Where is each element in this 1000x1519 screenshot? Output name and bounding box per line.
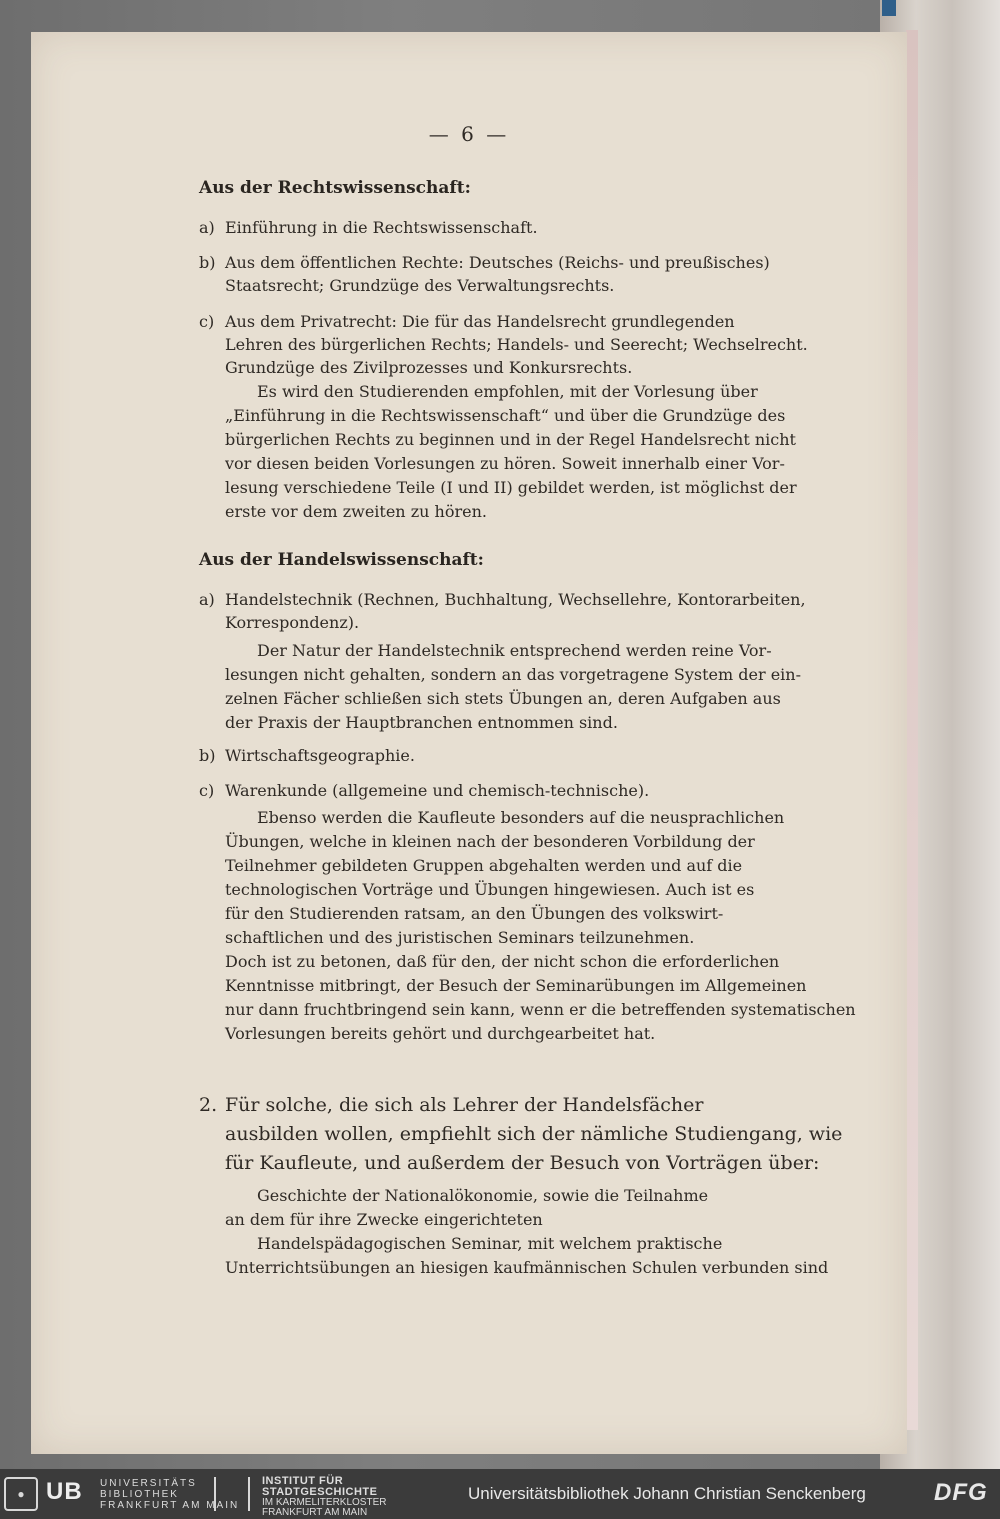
document-page [31,32,907,1454]
commerce-a-paragraph-line: lesungen nicht gehalten, sondern an das vorgetragene System der ein- [225,665,801,684]
teacher-sub-line: Handelspädagogischen Seminar, mit welchem praktische [257,1234,723,1253]
item-text: Wirtschaftsgeographie. [225,746,415,765]
item-label: a) [199,590,215,609]
teacher-item-cont: für Kaufleute, und außerdem der Besuch von Vorträgen über: [225,1152,820,1174]
commerce-c-paragraph-line: Ebenso werden die Kaufleute besonders auf die neusprachlichen [257,808,785,827]
commerce-c-paragraph-line: Doch ist zu betonen, daß für den, der nicht schon die erforderlichen [225,952,780,971]
law-item-b-cont: Staatsrecht; Grundzüge des Verwaltungsrechts. [225,276,615,295]
section-heading-commerce: Aus der Handelswissenschaft: [199,550,484,570]
law-item-c-cont: Lehren des bürgerlichen Rechts; Handels- und Seerecht; Wechselrecht. [225,335,808,354]
isg-logo-line: STADTGESCHICHTE [262,1486,378,1498]
commerce-item-b [199,746,415,765]
dfg-logo[interactable]: DFG [934,1479,988,1506]
isg-logo-line: INSTITUT FÜR [262,1475,344,1487]
ub-logo-line: FRANKFURT AM MAIN [100,1500,240,1511]
commerce-item-c [199,781,649,800]
item-text: Warenkunde (allgemeine und chemisch-technische). [225,781,650,800]
section-heading-law: Aus der Rechtswissenschaft: [199,178,471,198]
commerce-item-a-cont: Korrespondenz). [225,613,360,632]
commerce-c-paragraph-line: Übungen, welche in kleinen nach der besonderen Vorbildung der [225,832,755,851]
law-paragraph-line: vor diesen beiden Vorlesungen zu hören. Soweit innerhalb einer Vor- [225,454,785,473]
spine-page-edge [906,30,918,1430]
law-paragraph-line: lesung verschiedene Teile (I und II) gebildet werden, ist möglichst der [225,478,797,497]
teacher-sub-line: Geschichte der Nationalökonomie, sowie die Teilnahme [257,1186,709,1205]
commerce-c-paragraph-line: schaftlichen und des juristischen Seminars teilzunehmen. [225,928,695,947]
item-label: a) [199,218,215,237]
teacher-sub-line: Unterrichtsübungen an hiesigen kaufmännischen Schulen verbunden sind [225,1258,829,1277]
commerce-a-paragraph-line: der Praxis der Hauptbranchen entnommen sind. [225,713,618,732]
commerce-a-paragraph-line: Der Natur der Handelstechnik entsprechend werden reine Vor- [257,641,772,660]
item-label: b) [199,746,216,765]
commerce-c-paragraph-line: Teilnehmer gebildeten Gruppen abgehalten werden und auf die [225,856,743,875]
teacher-item-cont: ausbilden wollen, empfiehlt sich der nämliche Studiengang, wie [225,1123,843,1145]
commerce-c-paragraph-line: nur dann fruchtbringend sein kann, wenn er die betreffenden systematischen [225,1000,856,1019]
commerce-c-paragraph-line: technologischen Vorträge und Übungen hingewiesen. Auch ist es [225,880,755,899]
footer-bar [0,1469,1000,1519]
item-label: c) [199,312,215,331]
teacher-item [199,1094,703,1116]
commerce-c-paragraph-line: für den Studierenden ratsam, an den Übungen des volkswirt- [225,904,724,923]
law-item-b [199,253,770,272]
item-text: Einführung in die Rechtswissenschaft. [225,218,538,237]
ub-logo-line: UNIVERSITÄTS [100,1478,197,1489]
item-text: Aus dem öffentlichen Rechte: Deutsches (Reichs- und preußisches) [225,253,770,272]
teacher-sub-line: an dem für ihre Zwecke eingerichteten [225,1210,543,1229]
item-text: Handelstechnik (Rechnen, Buchhaltung, Wechsellehre, Kontorarbeiten, [225,590,806,609]
ub-seal-icon: ● [4,1477,38,1511]
commerce-c-paragraph-line: Vorlesungen bereits gehört und durchgearbeitet hat. [225,1024,656,1043]
commerce-a-paragraph-line: zelnen Fächer schließen sich stets Übungen an, deren Aufgaben aus [225,689,781,708]
spine-blue-mark [882,0,896,16]
law-item-c [199,312,735,331]
commerce-c-paragraph-line: Kenntnisse mitbringt, der Besuch der Seminarübungen im Allgemeinen [225,976,807,995]
ub-logo-line: BIBLIOTHEK [100,1489,179,1500]
page-number: — 6 — [428,122,510,146]
item-text: Aus dem Privatrecht: Die für das Handelsrecht grundlegenden [225,312,735,331]
law-item-a [199,218,538,237]
item-label: b) [199,253,216,272]
isg-arch-icon [214,1477,250,1511]
law-paragraph-line: erste vor dem zweiten zu hören. [225,502,487,521]
law-paragraph-line: „Einführung in die Rechtswissenschaft“ und über die Grundzüge des [225,406,786,425]
library-name-link[interactable]: Universitätsbibliothek Johann Christian Senckenberg [468,1484,866,1503]
isg-logo-text[interactable] [262,1476,386,1518]
ub-logo-mark[interactable]: UB [46,1478,83,1505]
item-text: Für solche, die sich als Lehrer der Handelsfächer [225,1094,704,1116]
commerce-item-a [199,590,806,609]
item-label: c) [199,781,215,800]
item-label: 2. [199,1094,218,1116]
isg-logo-line: IM KARMELITERKLOSTER [262,1497,387,1508]
law-item-c-cont: Grundzüge des Zivilprozesses und Konkursrechts. [225,358,633,377]
isg-logo-line: FRANKFURT AM MAIN [262,1507,368,1518]
law-paragraph-line: Es wird den Studierenden empfohlen, mit der Vorlesung über [257,382,758,401]
law-paragraph-line: bürgerlichen Rechts zu beginnen und in der Regel Handelsrecht nicht [225,430,796,449]
